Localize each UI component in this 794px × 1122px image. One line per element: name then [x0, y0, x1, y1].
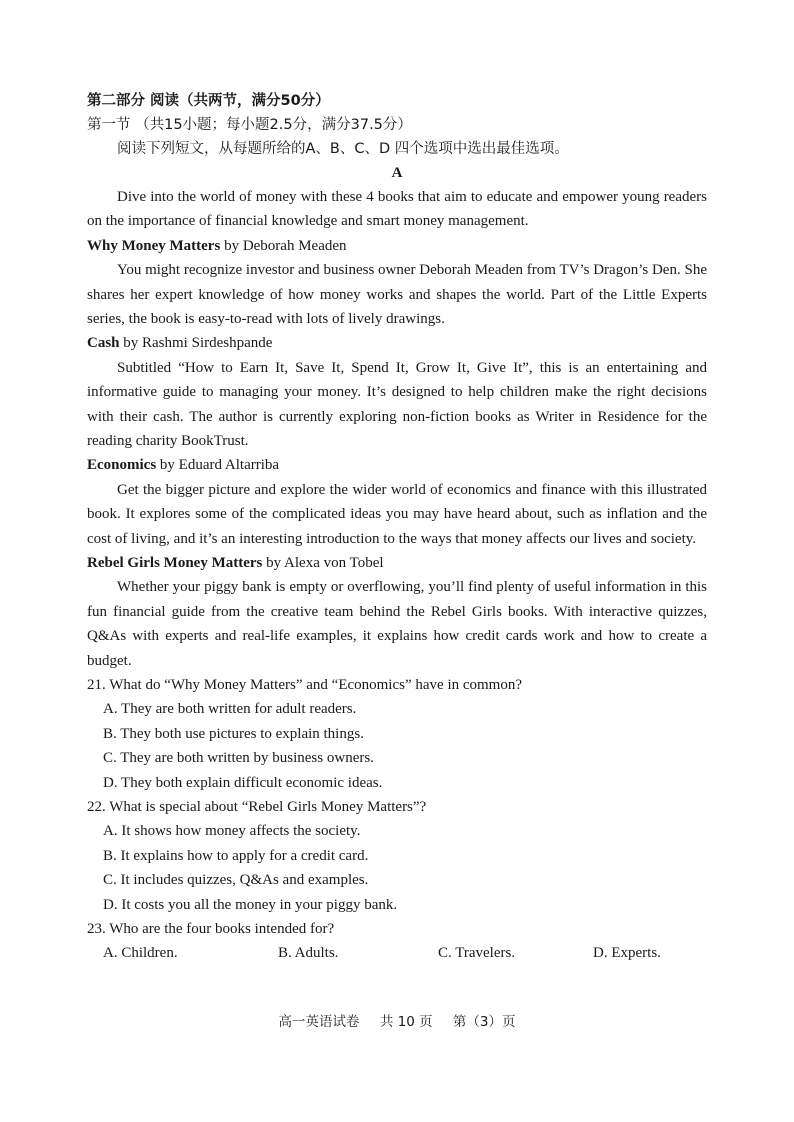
book-description-text: Whether your piggy bank is empty or overflowing, you’ll find plenty of useful information in this fun financial guide from the creative team behind the Rebel Girls books. With interactive quizzes, Q&As with experts and real-life examples, it explains how credit cards work and how to create a budget. [87, 579, 707, 669]
section-subtitle: 第一节 （共15小题；每小题2.5分，满分37.5分） [87, 117, 412, 133]
book-title: Economics [87, 457, 157, 474]
book-description [87, 258, 707, 331]
answer-option: A. Children. [103, 945, 178, 962]
answer-option: B. They both use pictures to explain things. [103, 725, 364, 742]
answer-option: D. They both explain difficult economic ideas. [103, 774, 383, 791]
book-title: Rebel Girls Money Matters [87, 555, 263, 572]
answer-option: C. They are both written by business owners. [103, 750, 374, 767]
answer-option: B. Adults. [278, 945, 339, 962]
passage-intro-text: Dive into the world of money with these 4 books that aim to educate and empower young readers on the importance of financial knowledge and smart money management. [87, 189, 707, 230]
section-title: 第二部分 阅读（共两节，满分50分） [87, 93, 330, 109]
book-author: by Rashmi Sirdeshpande [123, 335, 273, 352]
book-description-text: Subtitled “How to Earn It, Save It, Spend It, Grow It, Give It”, this is an entertaining and informative guide to managing your money. It’s designed to help children make the right decisions with their cash. The author is currently exploring non-fiction books as Writer in Residence for the reading charity BookTrust. [87, 359, 707, 450]
question-stem: 22. What is special about “Rebel Girls Money Matters”? [87, 799, 427, 816]
answer-option: D. It costs you all the money in your piggy bank. [103, 896, 398, 913]
answer-option: D. Experts. [593, 945, 661, 962]
book-heading [87, 331, 707, 355]
reading-section [87, 89, 707, 966]
book-description [87, 478, 707, 551]
book-heading [87, 551, 707, 575]
book-author: by Alexa von Tobel [266, 555, 384, 572]
book-heading [87, 453, 707, 477]
passage-intro [87, 185, 707, 234]
answer-option: C. Travelers. [438, 945, 516, 962]
book-description-text: Get the bigger picture and explore the wider world of economics and finance with this illustrated book. It explores some of the complicated ideas you may have heard about, such as inflation and the cost of living, and it’s an interesting introduction to the ways that money affects our lives and society. [87, 481, 707, 547]
book-title: Cash [87, 335, 120, 352]
book-title: Why Money Matters [87, 237, 221, 254]
passage-letter: A [391, 165, 403, 181]
book-heading [87, 234, 707, 258]
answer-option: B. It explains how to apply for a credit card. [103, 847, 369, 864]
book-description [87, 356, 707, 454]
footer-page-number: 第（3）页 [452, 1014, 516, 1030]
book-author: by Eduard Altarriba [159, 457, 280, 474]
answer-option: C. It includes quizzes, Q&As and examples. [103, 872, 369, 889]
footer-exam-name: 高一英语试卷 [278, 1014, 360, 1030]
question-stem: 23. Who are the four books intended for? [87, 920, 335, 937]
section-instruction: 阅读下列短文，从每题所给的A、B、C、D 四个选项中选出最佳选项。 [117, 141, 569, 157]
book-description-text: You might recognize investor and business owner Deborah Meaden from TV’s Dragon’s Den. She shares her expert knowledge of how money works and shapes the world. Part of the Little Experts series, the book is easy-to-read with lots of lively drawings. [87, 262, 707, 328]
answer-option: A. They are both written for adult readers. [103, 701, 357, 718]
answer-option: A. It shows how money affects the society. [103, 823, 361, 840]
question-stem: 21. What do “Why Money Matters” and “Economics” have in common? [87, 677, 523, 694]
answer-options-row [87, 941, 707, 965]
footer-total-pages: 共 10 页 [379, 1014, 433, 1030]
book-author: by Deborah Meaden [224, 237, 347, 254]
page-footer [0, 1010, 794, 1030]
book-description [87, 575, 707, 673]
